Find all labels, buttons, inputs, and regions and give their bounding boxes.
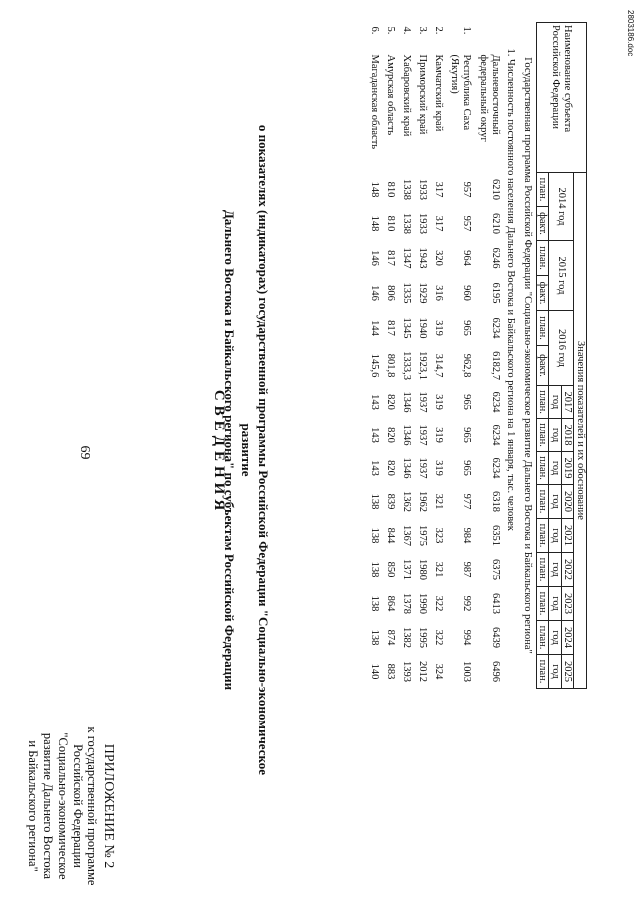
value-cell: 957 (461, 215, 473, 232)
value-cell: 6182,7 (489, 351, 501, 380)
value-cell: 321 (433, 493, 445, 510)
value-cell: 320 (433, 250, 445, 266)
value-cell: 6375 (489, 559, 501, 580)
value-cell: 148 (369, 181, 381, 198)
value-cell: 806 (385, 285, 397, 301)
god-label: год (549, 452, 562, 485)
value-cell: 6318 (489, 491, 501, 512)
value-cell: 143 (369, 460, 381, 476)
value-cell: 316 (433, 285, 445, 301)
table-row (446, 23, 474, 689)
value-cell: 1990 (417, 593, 429, 614)
plan-label: план. (536, 452, 549, 485)
region-name: Приморский край (417, 54, 429, 135)
god-label: год (549, 519, 562, 553)
value-cell: 810 (385, 215, 397, 232)
value-cell: 1995 (417, 627, 429, 648)
value-cell: 2012 (417, 661, 429, 682)
value-cell: 839 (385, 493, 397, 510)
value-cell: 1378 (401, 593, 413, 614)
value-cell: 964 (461, 250, 473, 266)
god-label: год (549, 553, 562, 587)
region-name: Амурская область (385, 54, 397, 136)
row-number (475, 23, 503, 53)
value-cell: 965 (461, 427, 473, 443)
value-cell: 6234 (489, 424, 501, 446)
row-number: 5. (385, 26, 397, 35)
table-row (382, 23, 398, 689)
fakt-label: факт. (536, 276, 549, 311)
document-code: 2803186.doc (626, 10, 635, 57)
value-cell: 844 (385, 527, 397, 544)
row-number: 6. (369, 26, 381, 35)
value-cell: 1937 (417, 391, 429, 413)
value-cell: 6351 (489, 525, 501, 546)
value-cell: 1367 (401, 525, 413, 546)
year-header: 2018 (561, 419, 574, 452)
value-cell: 314,7 (433, 353, 445, 378)
god-label: год (549, 386, 562, 419)
value-cell: 1937 (417, 457, 429, 479)
appendix-line: развитие Дальнего Востока (41, 732, 56, 880)
year-group-header: 2014 год (549, 173, 574, 241)
value-cell: 874 (385, 629, 397, 646)
value-cell: 994 (461, 629, 473, 646)
year-group-header: 2015 год (549, 241, 574, 311)
value-cell: 140 (369, 663, 381, 680)
value-cell: 145,6 (369, 353, 381, 378)
value-cell: 810 (385, 181, 397, 198)
appendix-line: к государственной программе (85, 726, 100, 886)
value-cell: 1346 (401, 424, 413, 446)
value-cell: 322 (433, 629, 445, 646)
table-row (475, 23, 503, 689)
value-cell: 138 (369, 561, 381, 578)
region-name: Хабаровский край (401, 54, 413, 137)
value-cell: 817 (385, 250, 397, 266)
plan-label: план. (536, 311, 549, 346)
value-cell: 6210 (489, 213, 501, 234)
value-cell: 1335 (401, 282, 413, 304)
value-cell: 6195 (489, 282, 501, 304)
god-label: год (549, 419, 562, 452)
value-cell: 962,8 (461, 353, 473, 378)
value-cell: 817 (385, 320, 397, 336)
value-cell: 323 (433, 527, 445, 544)
plan-label: план. (536, 485, 549, 519)
value-cell: 1347 (401, 247, 413, 269)
god-label: год (549, 655, 562, 689)
svedeniya-title: СВЕДЕНИЯ (211, 389, 227, 516)
value-cell: 322 (433, 595, 445, 612)
value-cell: 6234 (489, 391, 501, 413)
plan-label: план. (536, 621, 549, 655)
value-cell: 965 (461, 320, 473, 336)
table-row (430, 23, 446, 689)
region-name: Республика Саха (Якутия) (449, 54, 473, 131)
value-cell: 850 (385, 561, 397, 578)
region-name: Дальневосточный федеральный округ (477, 54, 501, 142)
year-group-header: 2016 год (549, 311, 574, 386)
value-cell: 319 (433, 320, 445, 336)
header-row (574, 23, 587, 689)
appendix-line: "Социально-экономическое (55, 732, 70, 880)
year-header: 2017 (561, 386, 574, 419)
value-cell: 1362 (401, 491, 413, 512)
plan-label: план. (536, 553, 549, 587)
value-cell: 1382 (401, 627, 413, 648)
value-cell: 319 (433, 460, 445, 476)
values-header: Значения показателей и их обоснование (574, 173, 587, 689)
value-cell: 148 (369, 215, 381, 232)
value-cell: 143 (369, 427, 381, 443)
value-cell: 960 (461, 285, 473, 301)
year-header: 2022 (561, 553, 574, 587)
value-cell: 820 (385, 460, 397, 476)
value-cell: 324 (433, 663, 445, 680)
page-number: 69 (77, 445, 92, 460)
value-cell: 146 (369, 285, 381, 301)
value-cell: 138 (369, 629, 381, 646)
indicator-row (503, 23, 520, 689)
value-cell: 1333,3 (401, 351, 413, 380)
value-cell: 1338 (401, 213, 413, 234)
value-cell: 883 (385, 663, 397, 680)
value-cell: 6210 (489, 179, 501, 200)
row-number: 3. (417, 26, 429, 35)
value-cell: 6234 (489, 317, 501, 339)
year-header: 2025 (561, 655, 574, 689)
value-cell: 1943 (417, 247, 429, 269)
value-cell: 1937 (417, 424, 429, 446)
plan-label: план. (536, 519, 549, 553)
value-cell: 1345 (401, 317, 413, 339)
value-cell: 1923,1 (417, 351, 429, 380)
row-number: 4. (401, 26, 413, 35)
value-cell: 1338 (401, 179, 413, 200)
value-cell: 138 (369, 527, 381, 544)
value-cell: 1346 (401, 391, 413, 413)
value-cell: 138 (369, 493, 381, 510)
table-row (414, 23, 430, 689)
value-cell: 321 (433, 561, 445, 578)
appendix-title: ПРИЛОЖЕНИЕ № 2 (101, 743, 116, 869)
value-cell: 6439 (489, 627, 501, 648)
program-title: Государственная программа Российской Федерации "Социально-экономическое развитие Дальнего Востока и Байкальского региона" (521, 57, 533, 654)
value-cell: 144 (369, 320, 381, 336)
value-cell: 1929 (417, 282, 429, 304)
value-cell: 820 (385, 394, 397, 410)
region-name: Магаданская область (369, 54, 381, 150)
indicators-table (366, 22, 587, 689)
table-row (398, 23, 414, 689)
value-cell: 987 (461, 561, 473, 578)
appendix-line: Российской Федерации (70, 744, 85, 868)
value-cell: 1371 (401, 559, 413, 580)
value-cell: 1933 (417, 213, 429, 234)
value-cell: 864 (385, 595, 397, 612)
value-cell: 965 (461, 460, 473, 476)
value-cell: 1980 (417, 559, 429, 580)
svedeniya-subtitle (220, 100, 271, 800)
value-cell: 1933 (417, 179, 429, 200)
year-header: 2020 (561, 485, 574, 519)
year-header: 2019 (561, 452, 574, 485)
plan-label: план. (536, 419, 549, 452)
value-cell: 317 (433, 215, 445, 232)
indicator-title: 1. Численность постоянного населения Дальнего Востока и Байкальского региона на 1 января, тыс. человек (505, 48, 517, 531)
value-cell: 143 (369, 394, 381, 410)
value-cell: 6246 (489, 247, 501, 269)
value-cell: 1940 (417, 317, 429, 339)
value-cell: 1003 (461, 661, 473, 682)
value-cell: 977 (461, 493, 473, 510)
value-cell: 801,8 (385, 353, 397, 378)
svedeniya-line: Дальнего Востока и Байкальского региона" по субъектам Российской Федерации (222, 209, 238, 691)
value-cell: 984 (461, 527, 473, 544)
value-cell: 820 (385, 427, 397, 443)
year-header: 2023 (561, 587, 574, 621)
fakt-label: факт. (536, 207, 549, 241)
value-cell: 1393 (401, 661, 413, 682)
value-cell: 957 (461, 181, 473, 198)
appendix-block (26, 716, 116, 896)
value-cell: 1346 (401, 457, 413, 479)
value-cell: 6234 (489, 457, 501, 479)
table-row (366, 23, 382, 689)
year-header: 2021 (561, 519, 574, 553)
region-header: Наименование субъекта Российской Федерации (536, 23, 586, 173)
plan-label: план. (536, 655, 549, 689)
value-cell: 319 (433, 427, 445, 443)
plan-label: план. (536, 241, 549, 276)
svedeniya-line: о показателях (индикаторах) государственной программы Российской Федерации "Социально-экономическое развитие (239, 124, 271, 776)
region-name: Камчатский край (433, 54, 445, 132)
value-cell: 317 (433, 181, 445, 198)
value-cell: 146 (369, 250, 381, 266)
value-cell: 138 (369, 595, 381, 612)
value-cell: 6496 (489, 661, 501, 682)
value-cell: 965 (461, 394, 473, 410)
value-cell: 319 (433, 394, 445, 410)
program-row (519, 23, 536, 689)
god-label: год (549, 485, 562, 519)
plan-label: план. (536, 587, 549, 621)
value-cell: 992 (461, 595, 473, 612)
row-number: 2. (433, 26, 445, 35)
god-label: год (549, 587, 562, 621)
plan-label: план. (536, 386, 549, 419)
value-cell: 6413 (489, 593, 501, 614)
appendix-line: и Байкальского региона" (26, 740, 41, 872)
fakt-label: факт. (536, 346, 549, 386)
god-label: год (549, 621, 562, 655)
value-cell: 1975 (417, 525, 429, 546)
value-cell: 1962 (417, 491, 429, 512)
row-number: 1. (461, 26, 473, 35)
year-header: 2024 (561, 621, 574, 655)
plan-label: план. (536, 173, 549, 207)
